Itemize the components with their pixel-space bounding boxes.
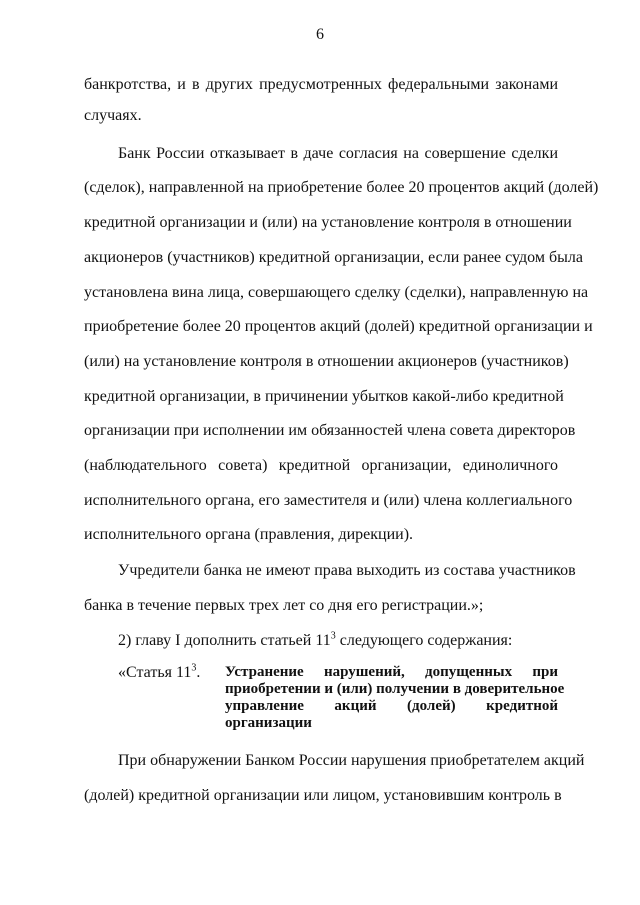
article-title-line: организации [225, 715, 312, 731]
article-heading [118, 662, 565, 734]
amendment-line [118, 632, 592, 650]
text-line: банка в течение первых трех лет со дня его регистрации.»; [84, 597, 484, 614]
page-number: 6 [316, 26, 324, 43]
amendment-prefix: 2) главу I дополнить статьей 11 [118, 632, 331, 649]
text-line: приобретение более 20 процентов акций (долей) кредитной организации и [84, 318, 593, 335]
article-title-line: управление акций (долей) кредитной [225, 698, 558, 714]
amendment-superscript: 3 [330, 630, 336, 642]
article-title [225, 664, 565, 732]
text-line: (наблюдательного совета) кредитной организации, единоличного [84, 457, 558, 474]
text-line: банкротства, и в других предусмотренных федеральными законами [84, 76, 558, 93]
text-line: Учредители банка не имеют права выходить из состава участников [118, 562, 576, 579]
text-line: (или) на установление контроля в отношении акционеров (участников) [84, 353, 569, 370]
text-line: (сделок), направленной на приобретение более 20 процентов акций (долей) [84, 179, 599, 196]
text-line: случаях. [84, 107, 142, 124]
article-title-line: Устранение нарушений, допущенных при [225, 664, 558, 680]
article-superscript: 3 [191, 662, 197, 674]
text-line: акционеров (участников) кредитной организации, если ранее судом была [84, 249, 583, 266]
text-line: кредитной организации и (или) на установление контроля в отношении [84, 214, 572, 231]
text-line: исполнительного органа, его заместителя и (или) члена коллегиального [84, 492, 573, 509]
text-line: Банк России отказывает в даче согласия на совершение сделки [118, 145, 558, 162]
article-label: «Статья $11^3$. [118, 662, 201, 681]
text-line: При обнаружении Банком России нарушения приобретателем акций [118, 752, 585, 769]
article-title-line: приобретении и (или) получении в доверительное [225, 681, 565, 697]
text-line: кредитной организации, в причинении убытков какой-либо кредитной [84, 388, 564, 405]
text-line: исполнительного органа (правления, дирекции). [84, 526, 414, 543]
text-line: установлена вина лица, совершающего сделку (сделки), направленную на [84, 284, 589, 301]
text-line: организации при исполнении им обязанностей члена совета директоров [84, 422, 576, 439]
amendment-suffix: следующего содержания: [335, 632, 513, 649]
text-line: (долей) кредитной организации или лицом, установившим контроль в [84, 787, 562, 804]
